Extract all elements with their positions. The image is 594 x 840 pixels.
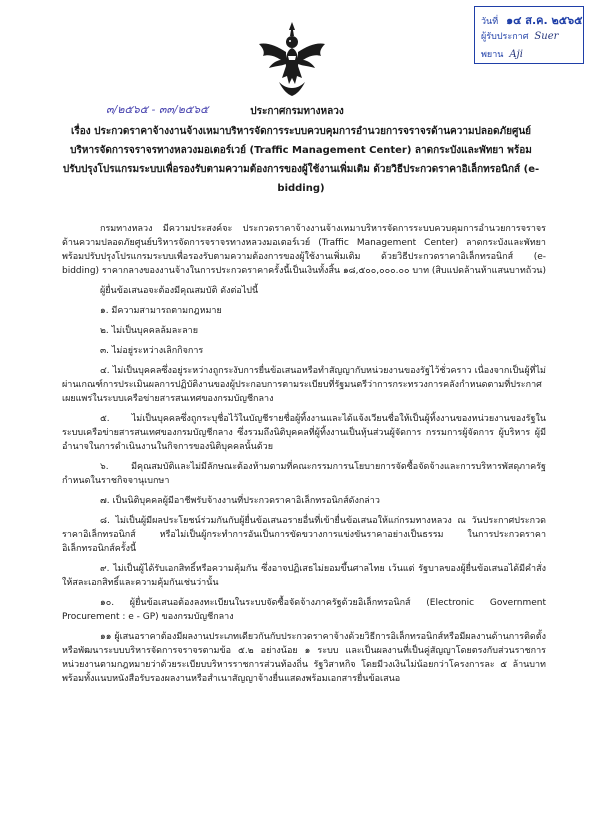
stamp-receiver-label: ผู้รับประกาศ: [481, 32, 529, 42]
clause-11: ๑๑ ผู้เสนอราคาต้องมีผลงานประเภทเดียวกันกับประกวดราคาจ้างด้วยวิธีการอิเล็กทรอนิกส์หรือมีผลงานด้านการติดตั้งหรือพัฒนาระบบบริหารจัดการจราจรตามข้อ ๕.๒ อย่างน้อย ๑ ระบบ และเป็นผลงานที่เป็นคู่สัญญาโดยตรงกับส่วนราชการ หน่วยงานตามกฎหมายว่าด้วยระเบียบบริหารราชการส่วนท้องถิ่น รัฐวิสาหกิจ โดยมีวงเงินไม่น้อยกว่าโครงการละ ๕ ล้านบาท พร้อมทั้งแนบหนังสือรับรองผลงานหรือสำเนาสัญญาจ้างยื่นแสดงพร้อมเอกสารยื่นข้อเสนอ: [62, 632, 546, 684]
clause-7: ๗. เป็นนิติบุคคลผู้มีอาชีพรับจ้างงานที่ประกวดราคาอิเล็กทรอนิกส์ดังกล่าว: [100, 496, 380, 506]
stamp-date-label: วันที่: [481, 17, 499, 27]
clause-8: ๘. ไม่เป็นผู้มีผลประโยชน์ร่วมกันกับผู้ยื่นข้อเสนอรายอื่นที่เข้ายื่นข้อเสนอให้แก่กรมทางหลวง ณ วันประกาศประกวดราคาอิเล็กทรอนิกส์ หรือไม่เป็นผู้กระทำการอันเป็นการขัดขวางการแข่งขันราคาอย่างเป็นธรรม ในการประกวดราคาอิเล็กทรอนิกส์ครั้งนี้: [62, 516, 546, 554]
stamp-date-row: [481, 11, 583, 27]
clause-4: ๔. ไม่เป็นบุคคลซึ่งอยู่ระหว่างถูกระงับการยื่นข้อเสนอหรือทำสัญญากับหน่วยงานของรัฐไว้ชั่วคราว เนื่องจากเป็นผู้ที่ไม่ผ่านเกณฑ์การประเมินผลการปฏิบัติงานของผู้ประกอบการตามระเบียบที่รัฐมนตรีว่าการกระทรวงการคลังกำหนดตามที่ประกาศเผยแพร่ในระบบเครือข่ายสารสนเทศของกรมบัญชีกลาง: [62, 366, 546, 404]
stamp-receiver-row: [481, 29, 579, 43]
stamp-witness-row: [481, 47, 579, 61]
reference-number: ๓/๒๕๖๕ - ๓๓/๒๕๖๕: [106, 103, 209, 116]
stamp-witness-value: Aji: [509, 49, 523, 60]
clause-3: ๓. ไม่อยู่ระหว่างเลิกกิจการ: [100, 346, 204, 356]
clause-10: ๑๐. ผู้ยื่นข้อเสนอต้องลงทะเบียนในระบบจัดซื้อจัดจ้างภาครัฐด้วยอิเล็กทรอนิกส์ (Electronic Government Procurement : e - GP) ของกรมบัญชีกลาง: [62, 598, 546, 622]
stamp-receiver-value: Suer: [534, 31, 559, 42]
clause-5: ๕. ไม่เป็นบุคคลซึ่งถูกระบุชื่อไว้ในบัญชีรายชื่อผู้ทิ้งงานและได้แจ้งเวียนชื่อให้เป็นผู้ทิ้งงานของหน่วยงานของรัฐในระบบเครือข่ายสารสนเทศของกรมบัญชีกลาง ซึ่งรวมถึงนิติบุคคลที่ผู้ทิ้งงานเป็นหุ้นส่วนผู้จัดการ กรรมการผู้จัดการ ผู้บริหาร ผู้มีอำนาจในการดำเนินงานในกิจการของนิติบุคคลนั้นด้วย: [62, 414, 546, 452]
qualifications-heading: ผู้ยื่นข้อเสนอจะต้องมีคุณสมบัติ ดังต่อไปนี้: [100, 286, 259, 296]
received-stamp: [474, 6, 584, 64]
garuda-emblem-icon: [257, 20, 327, 98]
stamp-witness-label: พยาน: [481, 50, 504, 60]
announcement-subject: เรื่อง ประกวดราคาจ้างงานจ้างเหมาบริหารจัดการระบบควบคุมการอำนวยการจราจรด้านความปลอดภัยศูนย์บริหารจัดการจราจรทางหลวงมอเตอร์เวย์ (Traffic Management Center) ลาดกระบังและพัทยา พร้อมปรับปรุงโปรแกรมระบบเพื่อรองรับตามความต้องการของผู้ใช้งานเพิ่มเติม ด้วยวิธีประกวดราคาอิเล็กทรอนิกส์ (e-bidding): [62, 126, 540, 194]
stamp-date-value: ๑๔ ส.ค. ๒๕๖๕: [506, 14, 583, 27]
announcement-title: ประกาศกรมทางหลวง: [250, 106, 344, 117]
clause-1: ๑. มีความสามารถตามกฎหมาย: [100, 306, 222, 316]
clause-2: ๒. ไม่เป็นบุคคลล้มละลาย: [100, 326, 198, 336]
announcement-body: [62, 222, 546, 686]
clause-6: ๖. มีคุณสมบัติและไม่มีลักษณะต้องห้ามตามที่คณะกรรมการนโยบายการจัดซื้อจัดจ้างและการบริหารพัสดุภาครัฐกำหนดในราชกิจจานุเบกษา: [62, 462, 546, 486]
intro-paragraph: กรมทางหลวง มีความประสงค์จะ ประกวดราคาจ้างงานจ้างเหมาบริหารจัดการระบบควบคุมการอำนวยการจราจรด้านความปลอดภัยศูนย์บริหารจัดการจราจรทางหลวงมอเตอร์เวย์ (Traffic Management Center) ลาดกระบังและพัทยา พร้อมปรับปรุงโปรแกรมระบบเพื่อรองรับตามความต้องการของผู้ใช้งานเพิ่มเติม ด้วยวิธีประกวดราคาอิเล็กทรอนิกส์ (e-bidding) ราคากลางของงานจ้างในการประกวดราคาครั้งนี้เป็นเงินทั้งสิ้น ๑๘,๕๐๐,๐๐๐.๐๐ บาท (สิบแปดล้านห้าแสนบาทถ้วน): [62, 224, 546, 276]
clause-9: ๙. ไม่เป็นผู้ได้รับเอกสิทธิ์หรือความคุ้มกัน ซึ่งอาจปฏิเสธไม่ยอมขึ้นศาลไทย เว้นแต่ รัฐบาลของผู้ยื่นข้อเสนอได้มีคำสั่งให้สละเอกสิทธิ์และความคุ้มกันเช่นว่านั้น: [62, 564, 546, 588]
